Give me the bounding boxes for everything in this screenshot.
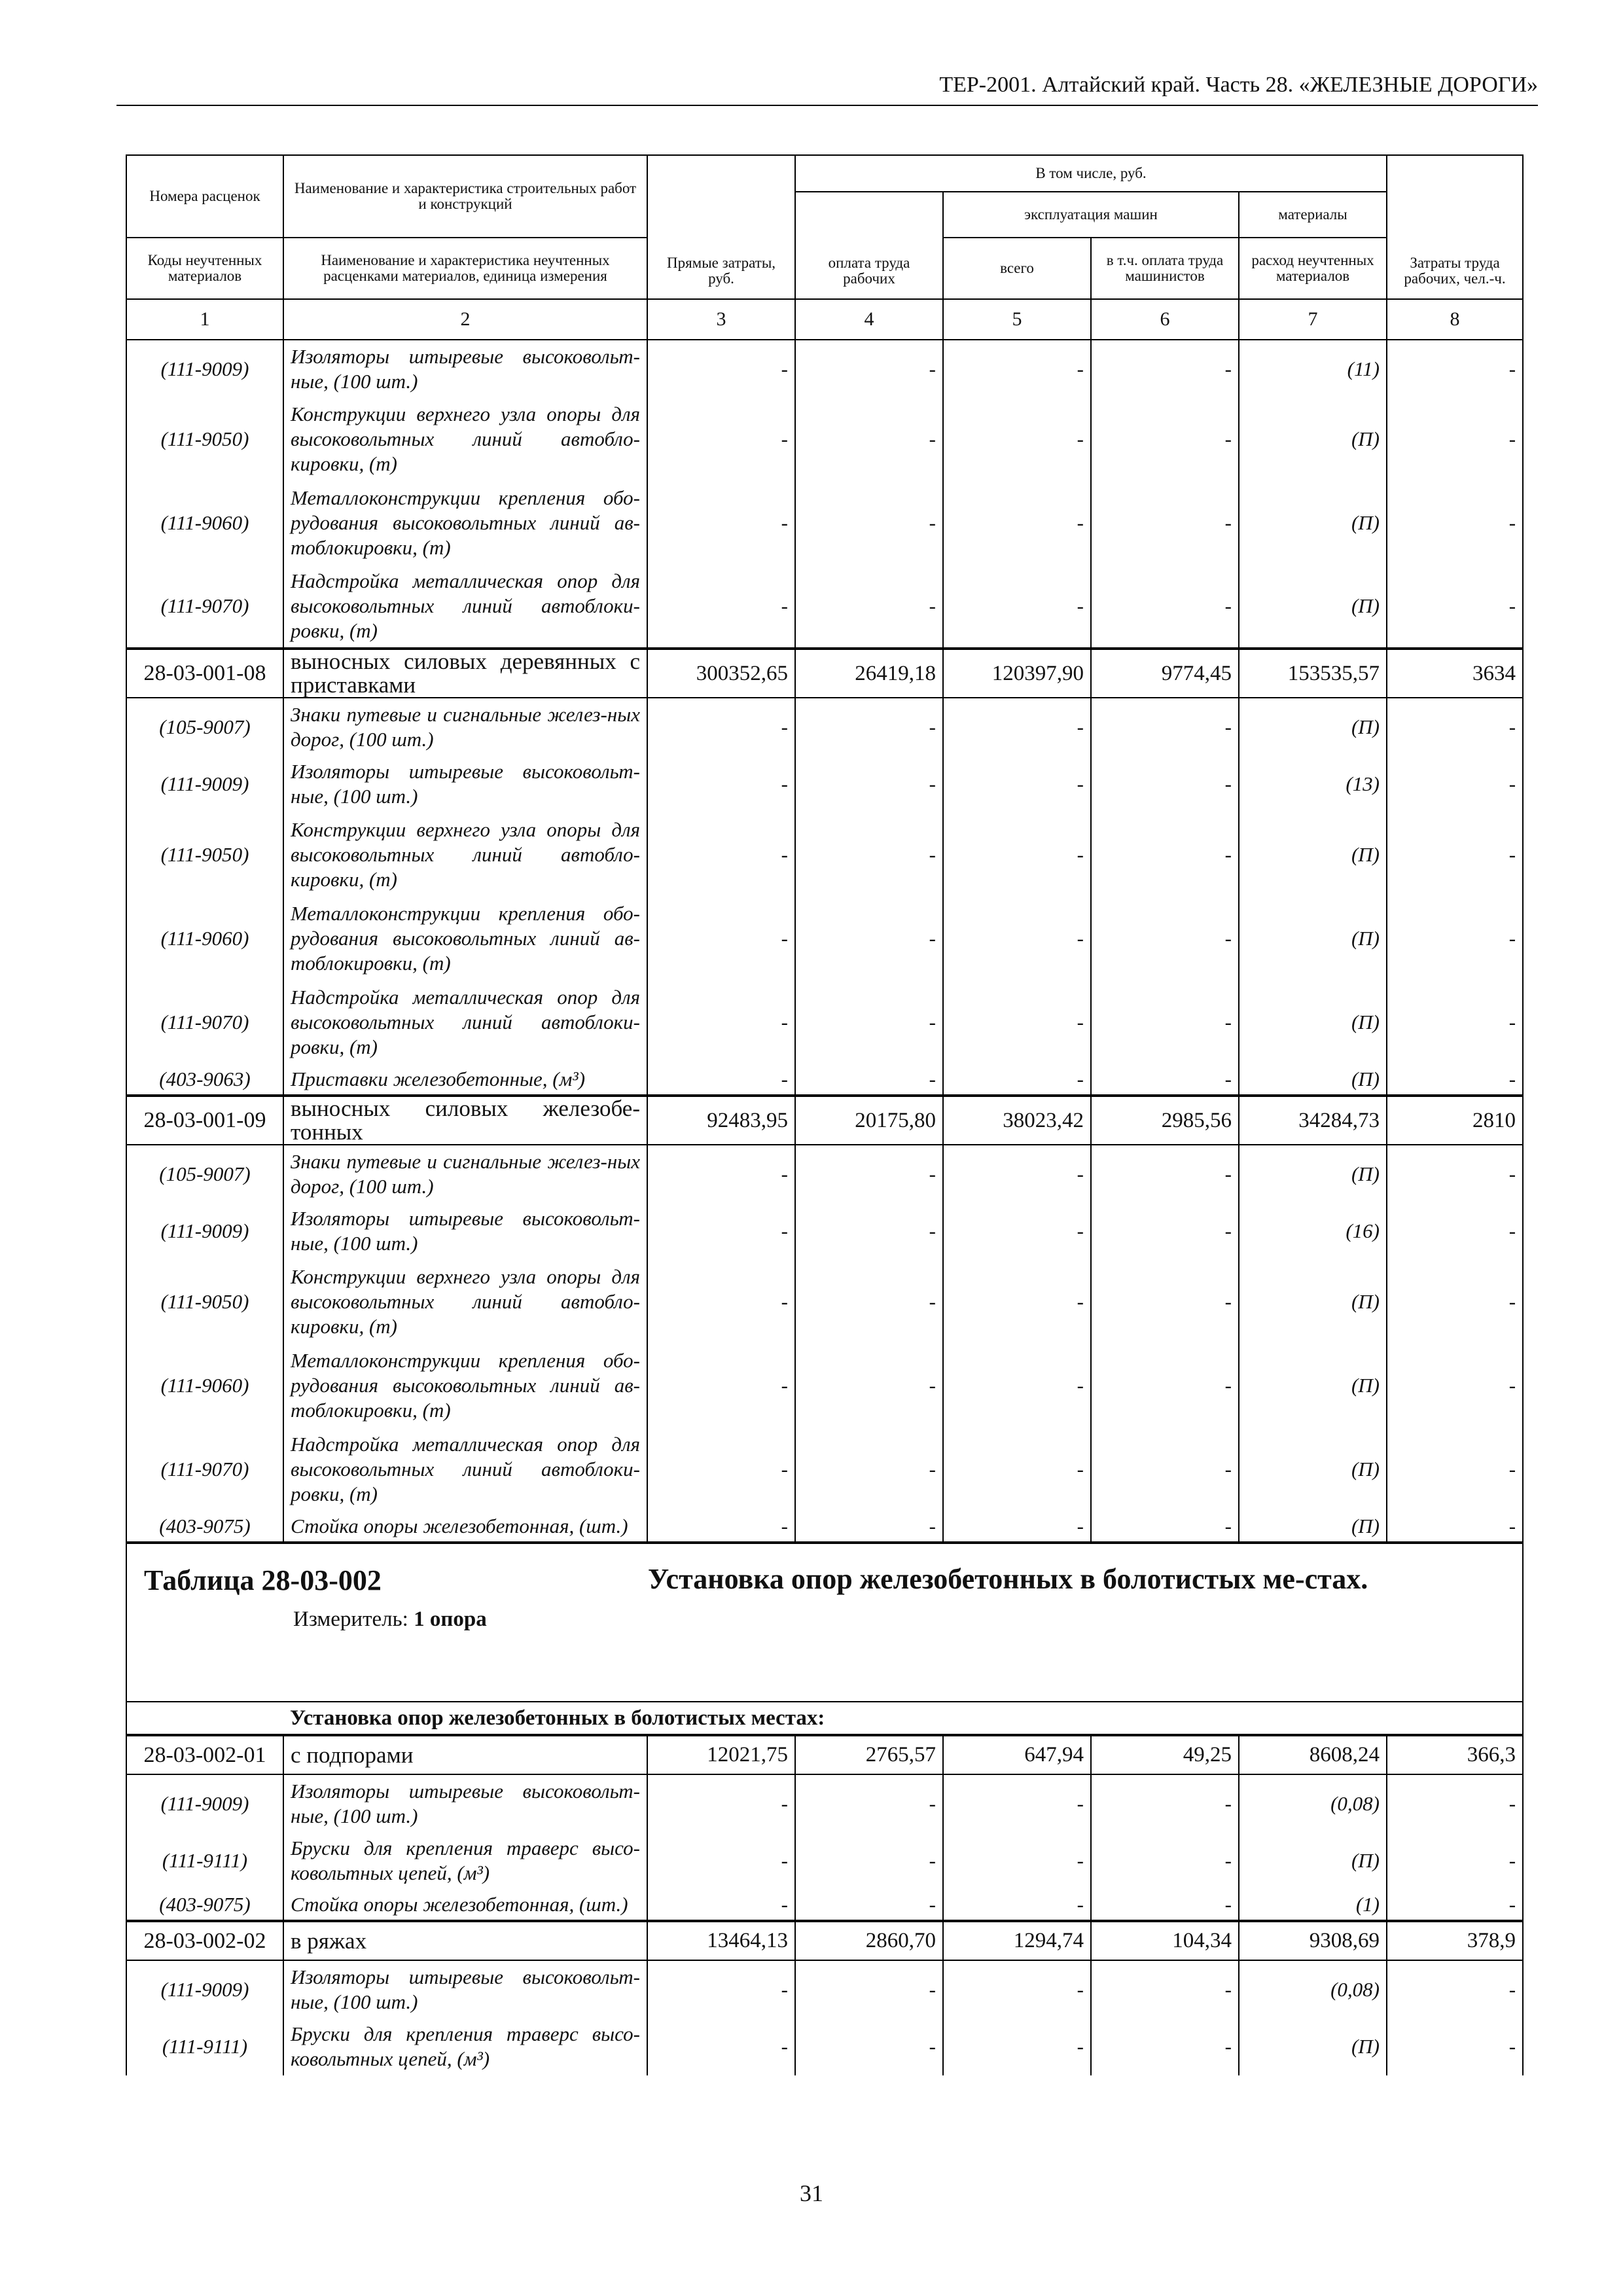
value-cell: - bbox=[1091, 1344, 1239, 1427]
col-number: 6 bbox=[1091, 299, 1239, 340]
value-cell: (П) bbox=[1239, 1427, 1387, 1511]
hdr-col2-bottom: Наименование и характеристика неучтенных расценками материалов, единица измерения bbox=[283, 238, 647, 299]
value-cell: - bbox=[795, 340, 943, 397]
value-cell: - bbox=[1091, 1832, 1239, 1890]
value-cell: - bbox=[1091, 980, 1239, 1064]
value-cell: 26419,18 bbox=[795, 649, 943, 698]
value-cell: - bbox=[647, 481, 795, 565]
hdr-machines: эксплуатация машин bbox=[943, 192, 1239, 238]
material-description: Изоляторы штыревые высоковольт-ные, (100 шт.) bbox=[283, 340, 647, 397]
rate-code: 28-03-002-02 bbox=[126, 1921, 283, 1960]
material-description: Бруски для крепления траверс высо-ковольтных цепей, (м³) bbox=[283, 1832, 647, 1890]
material-code: (111-9060) bbox=[126, 1344, 283, 1427]
value-cell: - bbox=[1387, 2018, 1523, 2075]
hdr-col4: оплата труда рабочих bbox=[795, 192, 943, 299]
table-label: Таблица 28-03-002 bbox=[144, 1564, 382, 1596]
value-cell: (П) bbox=[1239, 1511, 1387, 1543]
value-cell: - bbox=[647, 1202, 795, 1260]
value-cell: (П) bbox=[1239, 1832, 1387, 1890]
rate-code: 28-03-002-01 bbox=[126, 1735, 283, 1774]
hdr-col5: всего bbox=[943, 238, 1091, 299]
value-cell: - bbox=[1387, 397, 1523, 481]
rate-row bbox=[126, 1096, 1523, 1145]
material-code: (403-9075) bbox=[126, 1890, 283, 1921]
value-cell: - bbox=[943, 980, 1091, 1064]
hdr-including: В том числе, руб. bbox=[795, 155, 1387, 192]
value-cell: - bbox=[795, 755, 943, 813]
value-cell: - bbox=[795, 980, 943, 1064]
table-meter bbox=[144, 1597, 1516, 1632]
value-cell: - bbox=[943, 565, 1091, 649]
value-cell: - bbox=[1387, 1064, 1523, 1096]
material-row bbox=[126, 1890, 1523, 1921]
value-cell: (П) bbox=[1239, 1344, 1387, 1427]
material-description: Надстройка металлическая опор для высоковольтных линий автоблоки-ровки, (т) bbox=[283, 565, 647, 649]
value-cell: 49,25 bbox=[1091, 1735, 1239, 1774]
value-cell: - bbox=[647, 755, 795, 813]
hdr-col3: Прямые затраты, руб. bbox=[647, 155, 795, 299]
material-description: Металлоконструкции крепления обо-рудования высоковольтных линий ав-тоблокировки, (т) bbox=[283, 481, 647, 565]
value-cell: 647,94 bbox=[943, 1735, 1091, 1774]
material-code: (111-9050) bbox=[126, 813, 283, 897]
material-code: (111-9070) bbox=[126, 1427, 283, 1511]
value-cell: - bbox=[795, 1344, 943, 1427]
material-description: Надстройка металлическая опор для высоковольтных линий автоблоки-ровки, (т) bbox=[283, 1427, 647, 1511]
value-cell: 34284,73 bbox=[1239, 1096, 1387, 1145]
value-cell: - bbox=[647, 1064, 795, 1096]
value-cell: - bbox=[795, 481, 943, 565]
value-cell: - bbox=[943, 897, 1091, 980]
value-cell: 2860,70 bbox=[795, 1921, 943, 1960]
material-description: Изоляторы штыревые высоковольт-ные, (100 шт.) bbox=[283, 1774, 647, 1832]
value-cell: - bbox=[647, 1774, 795, 1832]
header-row-1 bbox=[126, 155, 1523, 192]
value-cell: (П) bbox=[1239, 565, 1387, 649]
col-number: 5 bbox=[943, 299, 1091, 340]
value-cell: (1) bbox=[1239, 1890, 1387, 1921]
material-row bbox=[126, 340, 1523, 397]
value-cell: - bbox=[795, 1064, 943, 1096]
meter-label: Измеритель: bbox=[293, 1607, 408, 1631]
table-title: Установка опор железобетонных в болотистых ме-стах. bbox=[648, 1563, 1368, 1595]
material-code: (105-9007) bbox=[126, 1145, 283, 1202]
value-cell: - bbox=[1091, 813, 1239, 897]
value-cell: - bbox=[1387, 1344, 1523, 1427]
material-description: Металлоконструкции крепления обо-рудования высоковольтных линий ав-тоблокировки, (т) bbox=[283, 1344, 647, 1427]
value-cell: - bbox=[1387, 698, 1523, 755]
material-code: (111-9009) bbox=[126, 755, 283, 813]
value-cell: - bbox=[647, 1511, 795, 1543]
material-description: Приставки железобетонные, (м³) bbox=[283, 1064, 647, 1096]
material-code: (111-9009) bbox=[126, 1774, 283, 1832]
hdr-col7: расход неучтенных материалов bbox=[1239, 238, 1387, 299]
value-cell: - bbox=[795, 1202, 943, 1260]
value-cell: - bbox=[1387, 565, 1523, 649]
page-header bbox=[116, 73, 1538, 106]
material-description: Конструкции верхнего узла опоры для высоковольтных линий автобло-кировки, (т) bbox=[283, 1260, 647, 1344]
value-cell: - bbox=[1091, 1145, 1239, 1202]
value-cell: - bbox=[943, 1832, 1091, 1890]
section-title: Установка опор железобетонных в болотистых местах: bbox=[283, 1702, 1523, 1735]
value-cell: - bbox=[1387, 1427, 1523, 1511]
material-description: Конструкции верхнего узла опоры для высоковольтных линий автобло-кировки, (т) bbox=[283, 397, 647, 481]
rate-code: 28-03-001-09 bbox=[126, 1096, 283, 1145]
table-title-cell bbox=[126, 1543, 1523, 1702]
value-cell: - bbox=[795, 897, 943, 980]
material-row bbox=[126, 1960, 1523, 2018]
value-cell: - bbox=[1091, 897, 1239, 980]
value-cell: - bbox=[1091, 397, 1239, 481]
value-cell: - bbox=[1091, 1511, 1239, 1543]
value-cell: - bbox=[1091, 565, 1239, 649]
material-description: Изоляторы штыревые высоковольт-ные, (100 шт.) bbox=[283, 755, 647, 813]
material-code: (111-9009) bbox=[126, 340, 283, 397]
rate-description: выносных силовых железобе-тонных bbox=[283, 1096, 647, 1145]
value-cell: - bbox=[647, 565, 795, 649]
value-cell: - bbox=[1091, 481, 1239, 565]
value-cell: - bbox=[943, 1202, 1091, 1260]
value-cell: - bbox=[795, 397, 943, 481]
material-code: (111-9111) bbox=[126, 2018, 283, 2075]
col-number: 7 bbox=[1239, 299, 1387, 340]
value-cell: - bbox=[647, 813, 795, 897]
value-cell: - bbox=[943, 1427, 1091, 1511]
col-number: 8 bbox=[1387, 299, 1523, 340]
value-cell: - bbox=[1091, 1890, 1239, 1921]
value-cell: - bbox=[1387, 897, 1523, 980]
value-cell: (П) bbox=[1239, 813, 1387, 897]
material-description: Бруски для крепления траверс высо-ковольтных цепей, (м³) bbox=[283, 2018, 647, 2075]
value-cell: 38023,42 bbox=[943, 1096, 1091, 1145]
value-cell: - bbox=[647, 980, 795, 1064]
material-code: (111-9050) bbox=[126, 1260, 283, 1344]
value-cell: 378,9 bbox=[1387, 1921, 1523, 1960]
value-cell: 2765,57 bbox=[795, 1735, 943, 1774]
material-row bbox=[126, 1344, 1523, 1427]
material-row bbox=[126, 1427, 1523, 1511]
value-cell: (П) bbox=[1239, 1260, 1387, 1344]
rate-description: выносных силовых деревянных с приставками bbox=[283, 649, 647, 698]
material-code: (403-9063) bbox=[126, 1064, 283, 1096]
value-cell: (0,08) bbox=[1239, 1774, 1387, 1832]
value-cell: - bbox=[943, 1890, 1091, 1921]
value-cell: - bbox=[647, 1344, 795, 1427]
page-number: 31 bbox=[800, 2180, 823, 2206]
value-cell: (П) bbox=[1239, 2018, 1387, 2075]
value-cell: - bbox=[795, 1145, 943, 1202]
value-cell: - bbox=[943, 1960, 1091, 2018]
value-cell: - bbox=[943, 2018, 1091, 2075]
material-description: Стойка опоры железобетонная, (шт.) bbox=[283, 1890, 647, 1921]
value-cell: - bbox=[1387, 813, 1523, 897]
hdr-col1-bottom: Коды неучтенных материалов bbox=[126, 238, 283, 299]
material-code: (111-9060) bbox=[126, 897, 283, 980]
value-cell: - bbox=[943, 813, 1091, 897]
section-row bbox=[126, 1702, 1523, 1735]
hdr-col6: в т.ч. оплата труда машинистов bbox=[1091, 238, 1239, 299]
value-cell: 9774,45 bbox=[1091, 649, 1239, 698]
material-row bbox=[126, 1260, 1523, 1344]
value-cell: 2985,56 bbox=[1091, 1096, 1239, 1145]
value-cell: - bbox=[795, 1774, 943, 1832]
material-code: (111-9111) bbox=[126, 1832, 283, 1890]
rate-row bbox=[126, 1735, 1523, 1774]
value-cell: - bbox=[943, 1344, 1091, 1427]
value-cell: - bbox=[943, 1145, 1091, 1202]
value-cell: 9308,69 bbox=[1239, 1921, 1387, 1960]
value-cell: - bbox=[795, 1960, 943, 2018]
value-cell: - bbox=[1091, 1774, 1239, 1832]
value-cell: (П) bbox=[1239, 897, 1387, 980]
value-cell: 2810 bbox=[1387, 1096, 1523, 1145]
rate-description: в ряжах bbox=[283, 1921, 647, 1960]
material-code: (111-9050) bbox=[126, 397, 283, 481]
material-code: (111-9009) bbox=[126, 1202, 283, 1260]
material-row bbox=[126, 813, 1523, 897]
material-row bbox=[126, 397, 1523, 481]
value-cell: - bbox=[1091, 2018, 1239, 2075]
material-row bbox=[126, 1145, 1523, 1202]
value-cell: (16) bbox=[1239, 1202, 1387, 1260]
value-cell: - bbox=[647, 1832, 795, 1890]
material-row bbox=[126, 755, 1523, 813]
rate-row bbox=[126, 1921, 1523, 1960]
material-description: Знаки путевые и сигнальные желез-ных дорог, (100 шт.) bbox=[283, 1145, 647, 1202]
hdr-col2-top: Наименование и характеристика строительных работ и конструкций bbox=[283, 155, 647, 238]
value-cell: - bbox=[647, 397, 795, 481]
value-cell: - bbox=[943, 1774, 1091, 1832]
value-cell: (П) bbox=[1239, 980, 1387, 1064]
value-cell: 13464,13 bbox=[647, 1921, 795, 1960]
value-cell: - bbox=[1387, 1960, 1523, 2018]
value-cell: - bbox=[647, 897, 795, 980]
material-description: Конструкции верхнего узла опоры для высоковольтных линий автобло-кировки, (т) bbox=[283, 813, 647, 897]
material-row bbox=[126, 698, 1523, 755]
material-row bbox=[126, 1774, 1523, 1832]
value-cell: (13) bbox=[1239, 755, 1387, 813]
value-cell: - bbox=[1091, 340, 1239, 397]
col-number: 1 bbox=[126, 299, 283, 340]
value-cell: - bbox=[795, 1511, 943, 1543]
value-cell: - bbox=[1091, 698, 1239, 755]
material-row bbox=[126, 1511, 1523, 1543]
value-cell: 12021,75 bbox=[647, 1735, 795, 1774]
value-cell: - bbox=[943, 397, 1091, 481]
rate-code: 28-03-001-08 bbox=[126, 649, 283, 698]
value-cell: 300352,65 bbox=[647, 649, 795, 698]
value-cell: - bbox=[795, 1890, 943, 1921]
value-cell: - bbox=[647, 1960, 795, 2018]
value-cell: - bbox=[943, 340, 1091, 397]
column-number-row bbox=[126, 299, 1523, 340]
value-cell: - bbox=[1091, 1260, 1239, 1344]
material-description: Стойка опоры железобетонная, (шт.) bbox=[283, 1511, 647, 1543]
value-cell: - bbox=[943, 1511, 1091, 1543]
value-cell: (П) bbox=[1239, 1145, 1387, 1202]
value-cell: - bbox=[1387, 481, 1523, 565]
value-cell: (0,08) bbox=[1239, 1960, 1387, 2018]
material-code: (111-9070) bbox=[126, 980, 283, 1064]
material-description: Знаки путевые и сигнальные желез-ных дорог, (100 шт.) bbox=[283, 698, 647, 755]
meter-value: 1 опора bbox=[414, 1607, 487, 1631]
material-description: Металлоконструкции крепления обо-рудования высоковольтных линий ав-тоблокировки, (т) bbox=[283, 897, 647, 980]
value-cell: - bbox=[1091, 1427, 1239, 1511]
value-cell: - bbox=[647, 1890, 795, 1921]
table-title-row bbox=[126, 1543, 1523, 1702]
value-cell: - bbox=[943, 755, 1091, 813]
material-code: (105-9007) bbox=[126, 698, 283, 755]
value-cell: - bbox=[1387, 1890, 1523, 1921]
hdr-col1-top: Номера расценок bbox=[126, 155, 283, 238]
value-cell: - bbox=[1091, 755, 1239, 813]
value-cell: - bbox=[1387, 1145, 1523, 1202]
value-cell: 153535,57 bbox=[1239, 649, 1387, 698]
value-cell: - bbox=[647, 1145, 795, 1202]
value-cell: 20175,80 bbox=[795, 1096, 943, 1145]
hdr-materials: материалы bbox=[1239, 192, 1387, 238]
value-cell: - bbox=[647, 1427, 795, 1511]
value-cell: - bbox=[1387, 1832, 1523, 1890]
col-number: 2 bbox=[283, 299, 647, 340]
value-cell: (П) bbox=[1239, 1064, 1387, 1096]
value-cell: (П) bbox=[1239, 397, 1387, 481]
value-cell: 366,3 bbox=[1387, 1735, 1523, 1774]
material-row bbox=[126, 565, 1523, 649]
value-cell: (11) bbox=[1239, 340, 1387, 397]
material-row bbox=[126, 2018, 1523, 2075]
value-cell: - bbox=[943, 1260, 1091, 1344]
material-code: (111-9060) bbox=[126, 481, 283, 565]
value-cell: - bbox=[1387, 755, 1523, 813]
material-row bbox=[126, 897, 1523, 980]
value-cell: - bbox=[1091, 1960, 1239, 2018]
rate-description: с подпорами bbox=[283, 1735, 647, 1774]
value-cell: - bbox=[647, 698, 795, 755]
material-row bbox=[126, 1064, 1523, 1096]
rates-table bbox=[126, 154, 1524, 2075]
value-cell: - bbox=[795, 2018, 943, 2075]
page-header-title: ТЕР-2001. Алтайский край. Часть 28. «ЖЕЛЕЗНЫЕ ДОРОГИ» bbox=[939, 73, 1538, 97]
value-cell: (П) bbox=[1239, 481, 1387, 565]
material-description: Изоляторы штыревые высоковольт-ные, (100 шт.) bbox=[283, 1960, 647, 2018]
value-cell: - bbox=[795, 565, 943, 649]
material-row bbox=[126, 481, 1523, 565]
material-row bbox=[126, 1202, 1523, 1260]
value-cell: 92483,95 bbox=[647, 1096, 795, 1145]
value-cell: - bbox=[795, 813, 943, 897]
rate-row bbox=[126, 649, 1523, 698]
value-cell: - bbox=[943, 698, 1091, 755]
value-cell: - bbox=[647, 2018, 795, 2075]
material-description: Надстройка металлическая опор для высоковольтных линий автоблоки-ровки, (т) bbox=[283, 980, 647, 1064]
value-cell: - bbox=[795, 1427, 943, 1511]
material-code: (111-9009) bbox=[126, 1960, 283, 2018]
material-row bbox=[126, 1832, 1523, 1890]
material-code: (403-9075) bbox=[126, 1511, 283, 1543]
value-cell: (П) bbox=[1239, 698, 1387, 755]
value-cell: - bbox=[1387, 1202, 1523, 1260]
value-cell: - bbox=[1387, 1511, 1523, 1543]
value-cell: - bbox=[943, 1064, 1091, 1096]
value-cell: - bbox=[1091, 1202, 1239, 1260]
value-cell: - bbox=[1387, 980, 1523, 1064]
value-cell: - bbox=[1387, 1774, 1523, 1832]
value-cell: - bbox=[1387, 340, 1523, 397]
value-cell: - bbox=[795, 698, 943, 755]
value-cell: - bbox=[795, 1260, 943, 1344]
value-cell: 3634 bbox=[1387, 649, 1523, 698]
material-row bbox=[126, 980, 1523, 1064]
col-number: 4 bbox=[795, 299, 943, 340]
value-cell: - bbox=[795, 1832, 943, 1890]
value-cell: 8608,24 bbox=[1239, 1735, 1387, 1774]
value-cell: 120397,90 bbox=[943, 649, 1091, 698]
value-cell: - bbox=[647, 340, 795, 397]
value-cell: - bbox=[1091, 1064, 1239, 1096]
material-code: (111-9070) bbox=[126, 565, 283, 649]
value-cell: - bbox=[1387, 1260, 1523, 1344]
value-cell: - bbox=[647, 1260, 795, 1344]
material-description: Изоляторы штыревые высоковольт-ные, (100 шт.) bbox=[283, 1202, 647, 1260]
value-cell: 1294,74 bbox=[943, 1921, 1091, 1960]
value-cell: - bbox=[943, 481, 1091, 565]
col-number: 3 bbox=[647, 299, 795, 340]
hdr-col8: Затраты труда рабочих, чел.-ч. bbox=[1387, 155, 1523, 299]
value-cell: 104,34 bbox=[1091, 1921, 1239, 1960]
